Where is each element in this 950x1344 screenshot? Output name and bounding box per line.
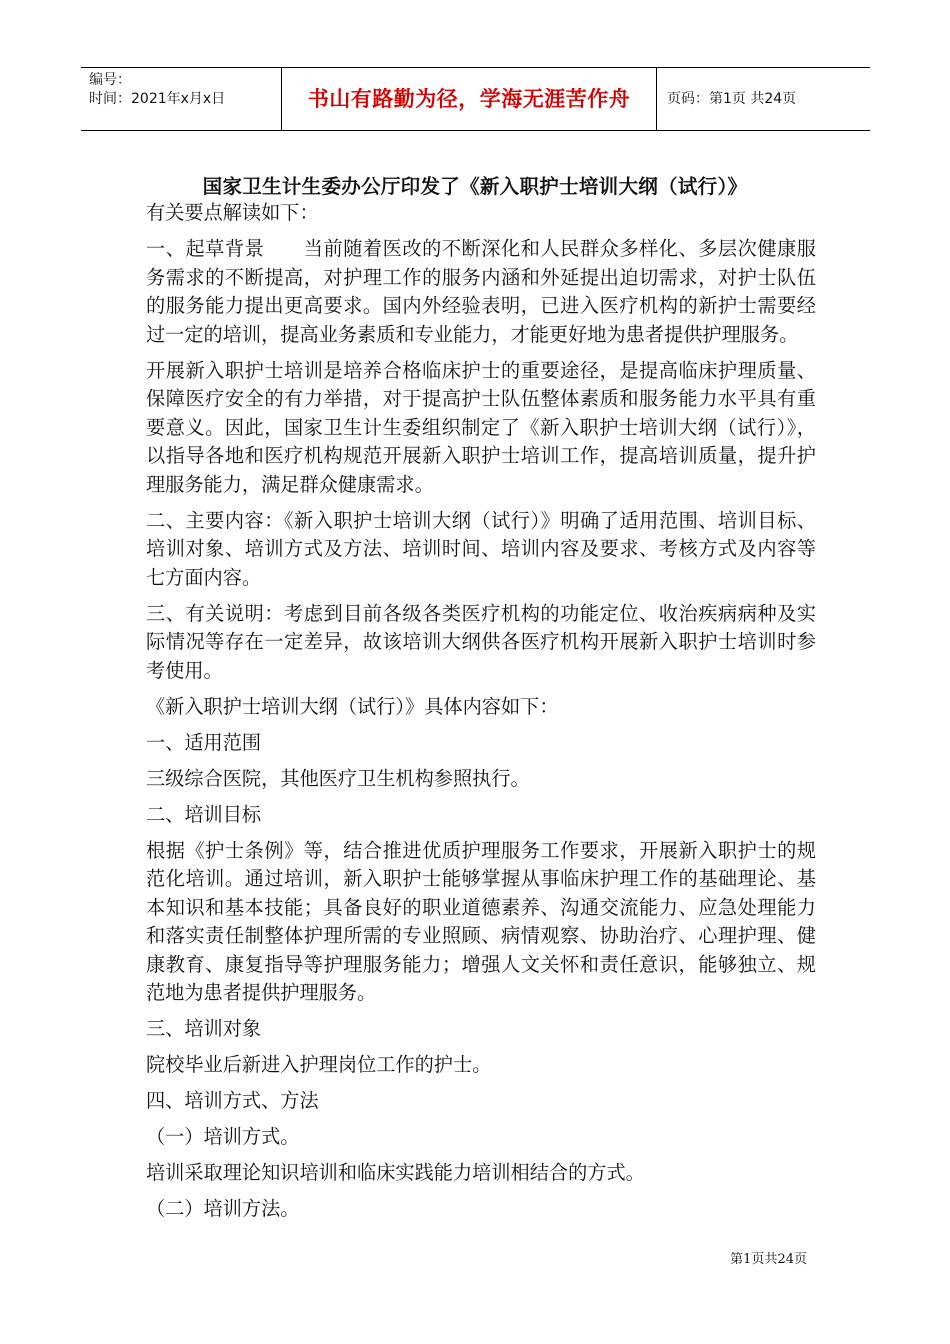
section-heading: 三、培训对象 (146, 1017, 262, 1040)
paragraph: 三级综合医院，其他医疗卫生机构参照执行。 (146, 766, 530, 790)
section-heading: 四、培训方式、方法 (146, 1089, 319, 1112)
header-motto: 书山有路勤为径，学海无涯苦作舟 (281, 68, 657, 130)
paragraph: 三、有关说明：考虑到目前各级各类医疗机构的功能定位、收治疾病病种及实际情况等存在一定差异，故该培训大纲供各医疗机构开展新入职护士培训时参考使用。 (146, 601, 816, 682)
subsection-heading: （一）培训方式。 (146, 1125, 300, 1148)
header-meta (81, 68, 281, 130)
paragraph: 二、主要内容：《新入职护士培训大纲（试行）》明确了适用范围、培训目标、培训对象、培训方式及方法、培训时间、培训内容及要求、考核方式及内容等七方面内容。 (146, 508, 816, 589)
paragraph: 有关要点解读如下： (146, 201, 319, 224)
section-heading: 一、适用范围 (146, 730, 262, 754)
paragraph: 一、起草背景 当前随着医改的不断深化和人民群众多样化、多层次健康服务需求的不断提高，对护理工作的服务内涵和外延提出迫切需求，对护士队伍的服务能力提出更高要求。国内外经验表明，已进入医疗机构的新护士需要经过一定的培训，提高业务素质和专业能力，才能更好地为患者提供护理服务。 (146, 237, 816, 346)
document-date: 时间：2021年x月x日 (89, 91, 226, 107)
paragraph: 培训采取理论知识培训和临床实践能力培训相结合的方式。 (146, 1161, 645, 1184)
header-page-number: 页码：第1页 共24页 (667, 91, 797, 107)
section-heading: 二、培训目标 (146, 802, 262, 826)
page-header (81, 67, 870, 131)
document-title: 国家卫生计生委办公厅印发了《新入职护士培训大纲（试行）》 (202, 175, 748, 198)
paragraph: 院校毕业后新进入护理岗位工作的护士。 (146, 1053, 492, 1076)
paragraph: 《新入职护士培训大纲（试行）》具体内容如下： (146, 694, 559, 718)
document-number: 编号： (89, 72, 131, 88)
subsection-heading: （二）培训方法。 (146, 1197, 300, 1220)
paragraph: 开展新入职护士培训是培养合格临床护士的重要途径，是提高临床护理质量、保障医疗安全的有力举措，对于提高护士队伍整体素质和服务能力水平具有重要意义。因此，国家卫生计生委组织制定了《新入职护士培训大纲（试行）》，以指导各地和医疗机构规范开展新入职护士培训工作，提高培训质量，提升护理服务能力，满足群众健康需求。 (146, 358, 816, 496)
document-body (146, 199, 816, 1231)
page-footer: 第1页共24页 (730, 1252, 807, 1267)
paragraph: 根据《护士条例》等，结合推进优质护理服务工作要求，开展新入职护士的规范化培训。通过培训，新入职护士能够掌握从事临床护理工作的基础理论、基本知识和基本技能；具备良好的职业道德素养、沟通交流能力、应急处理能力和落实责任制整体护理所需的专业照顾、病情观察、协助治疗、心理护理、健康教育、康复指导等护理服务能力；增强人文关怀和责任意识，能够独立、规范地为患者提供护理服务。 (146, 838, 816, 1004)
